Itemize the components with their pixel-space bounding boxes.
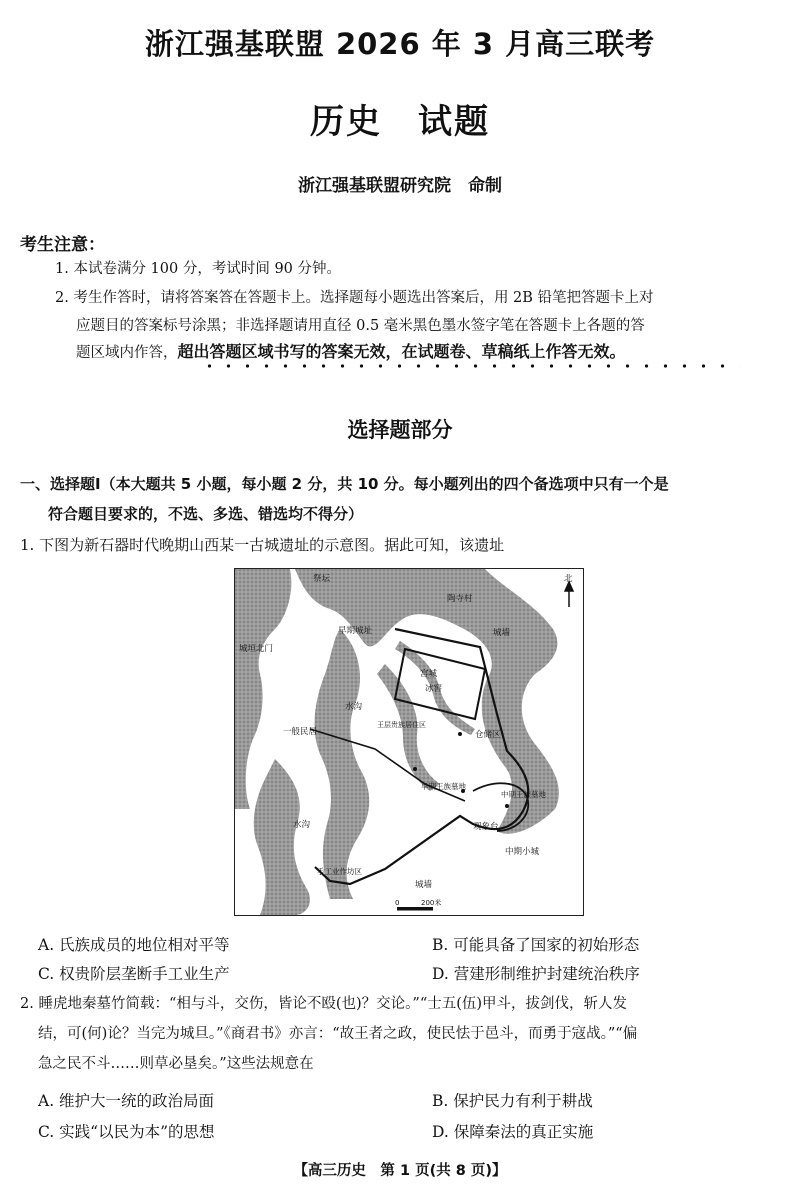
map-label-gongcheng: 宫城 <box>420 669 438 679</box>
map-label-guanxiangtai: 观象台 <box>473 822 499 832</box>
section-title: 选择题部分 <box>347 418 453 442</box>
map-label-chengqiang-2: 城墙 <box>415 880 433 890</box>
map-label-shougong: 手工业作坊区 <box>317 867 362 876</box>
terrain-valley-center <box>315 629 370 899</box>
map-label-chengyuan-beimen: 城垣北门 <box>239 644 274 654</box>
site-map-svg <box>235 569 583 915</box>
map-label-binggu: 冰窖 <box>425 684 443 694</box>
notice-line-3-plain: 题区域内作答， <box>76 345 178 361</box>
notice-item-2-line-2: 应题目的答案标号涂黑；非选择题请用直径 0.5 毫米黑色墨水签字笔在答题卡上各题的答 <box>76 318 645 334</box>
notice-item-2-line-1: 2. 考生作答时，请将答案答在答题卡上。选择题每小题选出答案后，用 2B 铅笔把答题卡上对 <box>55 290 654 306</box>
map-label-zaoqi-chengzhi: 早期城址 <box>338 626 373 636</box>
q2-line-1: 2. 睡虎地秦墓竹简载：“相与斗，交伤，皆论不殴(也)？交论。”“士五(伍)甲斗，拔剑伐，斩人发 <box>20 996 628 1012</box>
q1-option-a: A. 氏族成员的地位相对平等 <box>38 936 230 954</box>
map-label-zhongqi-xiaocheng: 中期小城 <box>505 847 540 857</box>
issuer-line: 浙江强基联盟研究院 命制 <box>298 176 502 196</box>
subject-title: 历史 试题 <box>310 102 490 142</box>
q1-option-d: D. 营建形制维护封建统治秩序 <box>432 965 640 983</box>
map-label-scale-0: 0 <box>395 899 400 907</box>
q1-option-b: B. 可能具备了国家的初始形态 <box>432 936 640 954</box>
north-arrow <box>565 582 573 607</box>
emphasis-dots <box>200 363 740 369</box>
notice-heading: 考生注意： <box>20 235 105 255</box>
notice-emphasis: 超出答题区域书写的答案无效，在试题卷、草稿纸上作答无效。 <box>177 342 626 361</box>
q2-line-2: 结，可(何)论？当完为城旦。”《商君书》亦言：“故王者之政，使民怯于邑斗，而勇于寇战。”“偏 <box>38 1026 638 1042</box>
map-label-zhongqi-mudi: 中期王族墓地 <box>501 790 546 799</box>
map-label-north: 北 <box>564 574 573 584</box>
map-label-shuigou-2: 水沟 <box>293 820 311 830</box>
notice-item-1: 1. 本试卷满分 100 分，考试时间 90 分钟。 <box>55 261 342 277</box>
map-label-scale-200: 200米 <box>421 899 442 907</box>
map-label-cangchu: 仓储区 <box>475 730 501 740</box>
map-dot-4 <box>505 804 509 808</box>
q2-option-a: A. 维护大一统的政治局面 <box>38 1092 215 1110</box>
q2-option-c: C. 实践“以民为本”的思想 <box>38 1123 215 1141</box>
part1-instruction-line-2: 符合题目要求的，不选、多选、错选均不得分） <box>48 505 364 523</box>
map-label-wangceng: 王层贵族居住区 <box>377 721 426 729</box>
q2-option-b: B. 保护民力有利于耕战 <box>432 1092 593 1110</box>
map-label-yiban-minju: 一般民居 <box>283 727 318 737</box>
map-dot-1 <box>413 767 417 771</box>
notice-item-2-line-3 <box>76 342 626 363</box>
q1-stem: 1. 下图为新石器时代晚期山西某一古城遗址的示意图。据此可知，该遗址 <box>20 536 505 554</box>
part1-instruction-line-1: 一、选择题Ⅰ（本大题共 5 小题，每小题 2 分，共 10 分。每小题列出的四个备选项中只有一个是 <box>20 475 669 493</box>
map-label-jitan: 祭坛 <box>313 574 331 584</box>
map-label-taosicun: 陶寺村 <box>447 594 473 604</box>
map-label-chengqiang: 城墙 <box>493 628 511 638</box>
map-label-shuigou-1: 水沟 <box>345 702 363 712</box>
q2-option-d: D. 保障秦法的真正实施 <box>432 1123 594 1141</box>
q1-option-c: C. 权贵阶层垄断手工业生产 <box>38 965 230 983</box>
map-label-zaoqi-mudi: 早期王族墓地 <box>421 782 466 791</box>
site-map-figure <box>234 568 584 916</box>
page-footer: 【高三历史 第 1 页(共 8 页)】 <box>293 1163 507 1179</box>
scale-bar <box>397 907 433 911</box>
map-dot-2 <box>458 732 462 736</box>
q2-line-3: 急之民不斗……则草必垦矣。”这些法规意在 <box>38 1056 314 1072</box>
terrain-valley-lower-left <box>254 759 310 915</box>
exam-title: 浙江强基联盟 2026 年 3 月高三联考 <box>144 27 656 61</box>
